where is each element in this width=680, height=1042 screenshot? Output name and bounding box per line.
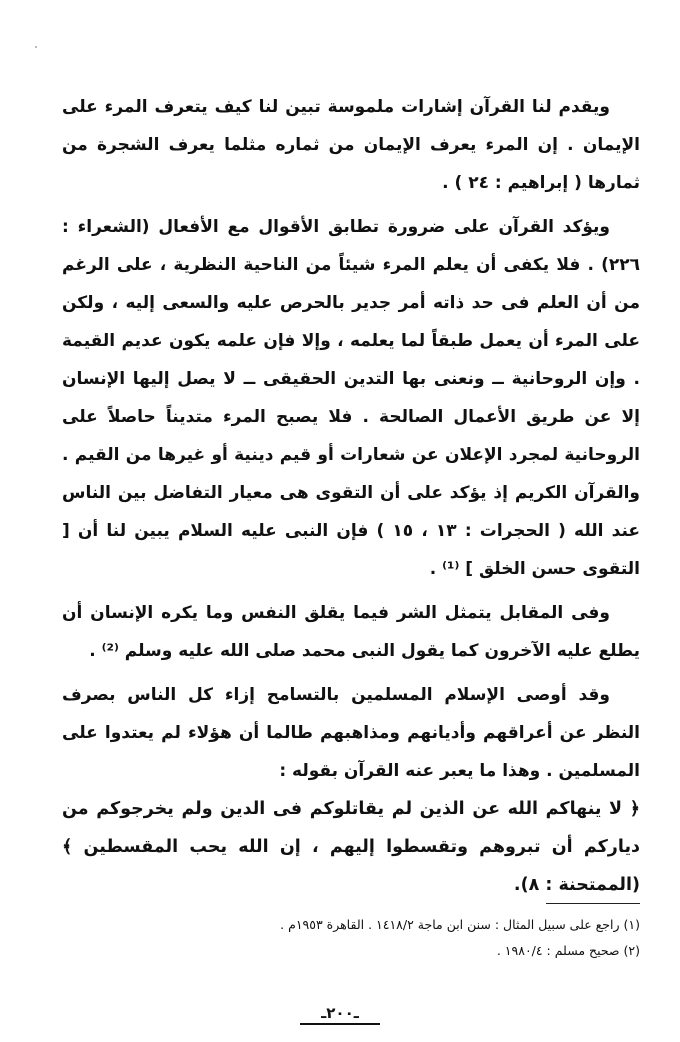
paragraph-faith-fruits: ويقدم لنا القرآن إشارات ملموسة تبين لنا كيف يتعرف المرء على الإيمان . إن المرء يعرف الإيمان من ثماره مثلما يعرف الشجرة من ثمارها ( إبراهيم : ٢٤ ) .: [62, 97, 640, 193]
footnote-divider: [546, 903, 640, 904]
paragraph-tolerance: وقد أوصى الإسلام المسلمين بالتسامح إزاء كل الناس بصرف النظر عن أعراقهم وأديانهم ومذاهبهم طالما أن هؤلاء لم يعتدوا على المسلمين . وهذا ما يعبر عنه القرآن بقوله :: [62, 685, 640, 781]
footnote-1: (١) راجع على سبيل المثال : سنن ابن ماجة ١٤١٨/٢ . القاهرة ١٩٥٣م .: [280, 917, 640, 932]
footnote-2: (٢) صحيح مسلم : ١٩٨٠/٤ .: [496, 943, 640, 958]
main-text-block: [62, 88, 640, 904]
paragraph-evil: وفى المقابل يتمثل الشر فيما يقلق النفس وما يكره الإنسان أن يطلع عليه الآخرون كما يقول النبى محمد صلى الله عليه وسلم ⁽²⁾ .: [62, 603, 640, 661]
page-number: ـ٢٠٠ـ: [300, 1004, 380, 1025]
footnotes: [62, 912, 640, 964]
margin-speck: [35, 46, 37, 48]
paragraph-words-deeds: ويؤكد القرآن على ضرورة تطابق الأقوال مع الأفعال (الشعراء : ٢٢٦) . فلا يكفى أن يعلم المرء شيئاً من الناحية النظرية ، على الرغم من أن العلم فى حد ذاته أمر جدير بالحرص عليه والسعى إليه ، ولكن على المرء أن يعمل طبقاً لما يعلمه ، وإلا فإن علمه يكون عديم القيمة . وإن الروحانية ــ ونعنى بها التدين الحقيقى ــ لا يصل إليها الإنسان إلا عن طريق الأعمال الصالحة . فلا يصبح المرء متديناً حاصلاً على الروحانية لمجرد الإعلان عن شعارات أو قيم دينية أو غيرها من القيم . والقرآن الكريم إذ يؤكد على أن التقوى هى معيار التفاضل بين الناس عند الله ( الحجرات : ١٣ ، ١٥ ) فإن النبى عليه السلام يبين لنا أن [ التقوى حسن الخلق ] ⁽¹⁾ .: [62, 217, 640, 579]
quran-verse-quote: ﴿ لا ينهاكم الله عن الذين لم يقاتلوكم فى الدين ولم يخرجوكم من دياركم أن تبروهم وتقسطوا إليهم ، إن الله يحب المقسطين ﴾ (الممتحنة : ٨).: [62, 799, 640, 895]
